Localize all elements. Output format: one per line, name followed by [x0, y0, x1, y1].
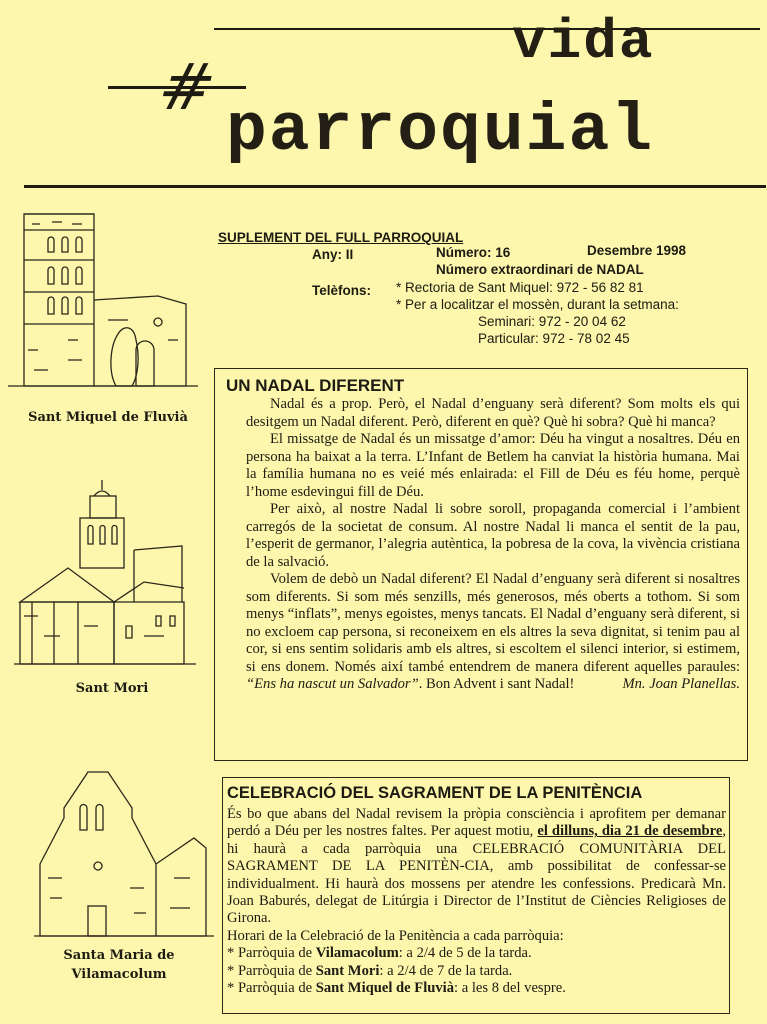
phone-seminari: Seminari: 972 - 20 04 62 [478, 314, 626, 329]
article2-title: CELEBRACIÓ DEL SAGRAMENT DE LA PENITÈNCIA [227, 784, 643, 802]
church-sant-miquel-illustration [8, 200, 198, 396]
article1-paragraph-4 [246, 571, 740, 694]
phone-particular: Particular: 972 - 78 02 45 [478, 331, 630, 346]
masthead-top-rule [214, 28, 760, 30]
phone-localitzar: * Per a localitzar el mossèn, durant la setmana: [396, 297, 679, 312]
schedule-prefix: * Parròquia de [227, 962, 316, 979]
article1-quote-1: “Ens ha nascut un [246, 676, 355, 692]
article2-date: el dilluns, dia 21 de desembre [537, 823, 723, 840]
schedule-time: : a les 8 del vespre. [454, 980, 566, 997]
article2-details: , hi haurà a cada parròquia una CELEBRACIÓ COMUNITÀRIA DEL SAGRAMENT DE LA PENITÈN-CIA, amb possibilitat de confessar-se individualment. Hi haurà dos mossens per atendre les confessions. Predicarà Mn. Joan Baburés, delegat de Litúrgia i Director de l’Institut de Ciències Religioses de Girona. [227, 823, 726, 927]
article2-schedule-intro: Horari de la Celebració de la Penitència a cada parròquia: [227, 927, 564, 944]
schedule-time: : a 2/4 de 5 de la tarda. [398, 945, 532, 962]
article1-closing: . Bon Advent i sant Nadal! [418, 676, 575, 692]
church-santa-maria-illustration [34, 768, 214, 946]
masthead-parroquial: parroquial [226, 93, 655, 170]
church-sant-mori-illustration [14, 476, 196, 672]
phone-rectoria: * Rectoria de Sant Miquel: 972 - 56 82 81 [396, 280, 644, 295]
article2-intro: És bo que abans del Nadal revisem la pròpia consciència i aprofitem per demanar perdó a Déu per les nostres faltes. Per aquest motiu, [227, 806, 726, 840]
schedule-place: Sant Miquel de Fluvià [315, 980, 455, 997]
article1-paragraph-4-text: Volem de debò un Nadal diferent? El Nadal d’enguany serà diferent si nosaltres som diferents. Si som més senzills, més generosos, més oberts a tothom. Si som menys “inflats”, menys egoistes, menys tancats. El Nadal d’enguany serà diferent, si no excloem cap persona, si reconeixem en els altres la seva dignitat, si tenim pau al cor, si ens sentim solidaris amb els altres, si escoltem el silenci interior, si estimem, si ens donem. Només així també entendrem de manera diferent aquelles paraules: [246, 571, 741, 675]
article1-quote-2: Salvador” [357, 676, 419, 692]
schedule-prefix: * Parròquia de [227, 980, 316, 997]
hash-mark: # [150, 51, 223, 125]
schedule-item-sant-mori [227, 963, 726, 980]
caption-santa-maria-1: Santa Maria de [63, 948, 175, 963]
schedule-time: : a 2/4 de 7 de la tarda. [379, 962, 513, 979]
telefons-label: Telèfons: [312, 283, 372, 298]
issue-year: Any: II [312, 247, 354, 262]
article1-paragraph-3: Per això, al nostre Nadal li sobre soroll, propaganda comercial i l’ambient carregós de la societat de consum. Al nostre Nadal li manca el sentit de la pau, l’esperit de germanor, l’alegria autèntica, la pobresa de la cova, la vivència cristiana de la salvació. [246, 501, 740, 570]
article1-paragraph-2: El missatge de Nadal és un missatge d’amor: Déu ha vingut a nosaltres. Déu en persona ha baixat a la terra. L’Infant de Betlem ha canviat la història humana. Mai la família humana no es veié més enlairada: el Fill de Déu es féu home, perquè l’home esdevingui fill de Déu. [246, 431, 740, 500]
article1-paragraph-1: Nadal és a prop. Però, el Nadal d’enguany serà diferent? Som molts els qui desitgem un Nadal diferent. Però, diferent en què? Què hi sobra? Què hi manca? [246, 396, 740, 430]
article2-paragraph-1 [227, 806, 726, 928]
issue-extra: Número extraordinari de NADAL [436, 262, 644, 277]
schedule-prefix: * Parròquia de [227, 945, 316, 962]
article2-body [227, 806, 726, 997]
issue-number: Número: 16 [436, 245, 511, 260]
caption-sant-mori: Sant Mori [75, 681, 149, 696]
article1-title: UN NADAL DIFERENT [226, 376, 405, 395]
issue-date: Desembre 1998 [587, 243, 687, 258]
masthead-bottom-rule [24, 185, 766, 188]
masthead-vida: vida [512, 10, 655, 74]
schedule-place: Sant Mori [315, 962, 380, 979]
schedule-item-sant-miquel [227, 980, 726, 997]
schedule-place: Vilamacolum [315, 945, 399, 962]
schedule-item-vilamacolum [227, 945, 726, 962]
caption-santa-maria-2: Vilamacolum [71, 967, 167, 982]
caption-sant-miquel: Sant Miquel de Fluvià [28, 410, 188, 425]
article1-signature: Mn. Joan Planellas. [622, 676, 740, 692]
article1-body [246, 396, 740, 694]
supplement-title: SUPLEMENT DEL FULL PARROQUIAL [218, 230, 464, 245]
